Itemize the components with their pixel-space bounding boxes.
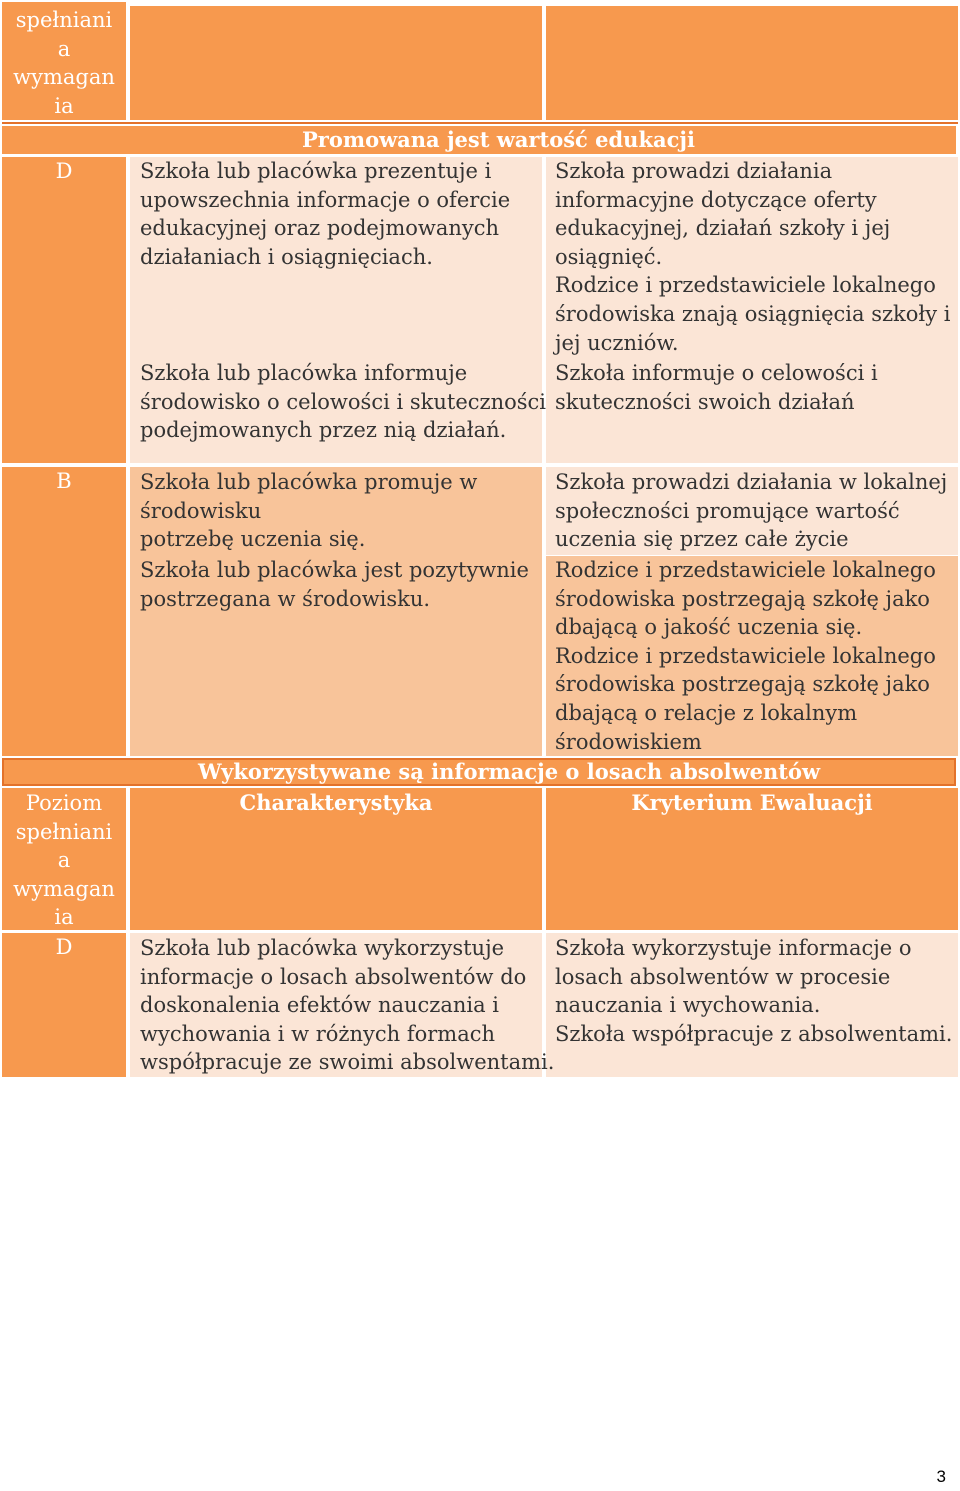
table1-header-char-cell [130, 6, 542, 120]
table2-section-title: Wykorzystywane są informacje o losach absolwentów [198, 759, 821, 784]
table1-row-b-characteristic-2: Szkoła lub placówka jest pozytywnie postrzegana w środowisku. [140, 558, 529, 611]
table1-header-crit-cell [546, 6, 958, 120]
table1-row-d-criterion-2: Szkoła informuje o celowości i skuteczności swoich działań [555, 361, 878, 414]
table2-row-d-criterion: Szkoła wykorzystuje informacje o losach absolwentów w procesie nauczania i wychowania. Szkoła współpracuje z absolwentami. [555, 936, 953, 1046]
table1-title-bar [2, 126, 956, 154]
table1-row-b-criterion-1: Szkoła prowadzi działania w lokalnej społeczności promujące wartość uczenia się przez całe życie [555, 470, 948, 552]
table2-row-d-level-cell [2, 933, 126, 1077]
table2-header-crit-cell [546, 788, 958, 930]
table2-header-level-label: Poziom spełniani a wymagan ia [13, 791, 115, 930]
table2-row-d-characteristic: Szkoła lub placówka wykorzystuje informacje o losach absolwentów do doskonalenia efektów nauczania i wychowania i w różnych formach współpracuje ze swoimi absolwentami. [140, 936, 555, 1075]
table1-row-d-criterion-1: Szkoła prowadzi działania informacyjne dotyczące oferty edukacyjnej, działań szkoły i jej osiągnięć. Rodzice i przedstawiciele lokalnego środowiska znają osiągnięcia szkoły i jej uczniów. [555, 159, 951, 355]
page-number: 3 [936, 1467, 946, 1486]
table1-row-b-level: B [56, 469, 72, 493]
table2-title-bar [2, 758, 956, 786]
table1-row-b-level-cell [2, 467, 126, 756]
table2-header-criterion: Kryterium Ewaluacji [631, 790, 873, 815]
table1-header-level-label: spełniani a wymagan ia [13, 8, 115, 118]
table2-header-char-cell [130, 788, 542, 930]
table2-header-level-cell [2, 788, 126, 930]
table1-row-d-characteristic-1: Szkoła lub placówka prezentuje i upowszechnia informacje o ofercie edukacyjnej oraz podejmowanych działaniach i osiągnięciach. [140, 159, 511, 269]
table1-row-d-level-cell [2, 157, 126, 463]
table1-section-title: Promowana jest wartość edukacji [302, 127, 695, 152]
table2-row-d-level: D [55, 935, 73, 959]
table1-row-d-level: D [55, 159, 73, 183]
table1-row-b-criterion-2: Rodzice i przedstawiciele lokalnego środowiska postrzegają szkołę jako dbającą o jakość uczenia się. Rodzice i przedstawiciele lokalnego środowiska postrzegają szkołę jako dbającą o relacje z lokalnym środowiskiem [555, 558, 936, 754]
table1-row-b-characteristic-1: Szkoła lub placówka promuje w środowisku potrzebę uczenia się. [140, 470, 478, 552]
table1-header-level-cell [2, 2, 126, 120]
table1-header-rule [2, 122, 958, 124]
table1-row-d-characteristic-2: Szkoła lub placówka informuje środowisko o celowości i skuteczności podejmowanych przez nią działań. [140, 361, 547, 443]
table2-header-characteristic: Charakterystyka [239, 790, 433, 815]
